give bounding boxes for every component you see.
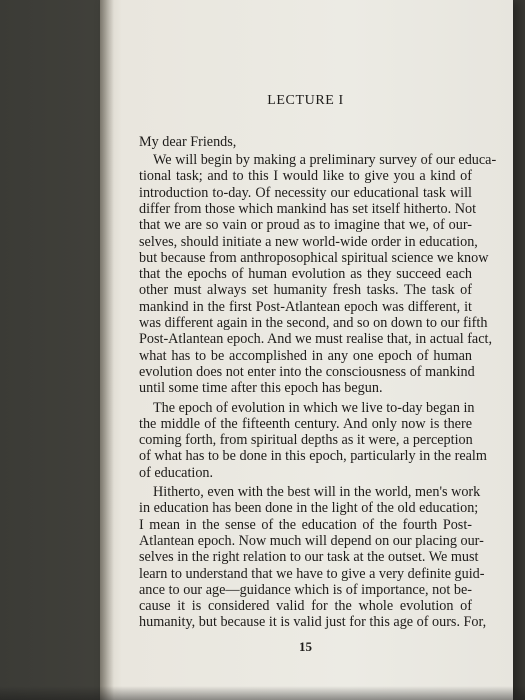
body-line: ance to our age—guidance which is of importance, not be- bbox=[139, 581, 472, 598]
body-line: differ from those which mankind has set itself hitherto. Not bbox=[139, 200, 477, 217]
body-line: The epoch of evolution in which we live to-day began in bbox=[153, 399, 475, 416]
body-line: of education. bbox=[139, 464, 214, 481]
body-line: tional task; and to this I would like to give you a kind of bbox=[139, 168, 472, 185]
body-line: humanity, but because it is valid just for this age of ours. For, bbox=[139, 614, 487, 631]
body-line: the middle of the fifteenth century. And only now is there bbox=[139, 415, 472, 432]
body-line: was different again in the second, and so on down to our fifth bbox=[139, 315, 488, 331]
body-line: that we are so vain or proud as to imagine that we, of our- bbox=[139, 217, 472, 234]
body-line: Post-Atlantean epoch. And we must realise that, in actual fact, bbox=[139, 331, 493, 348]
body-line: of what has to be done in this epoch, particularly in the realm bbox=[139, 448, 487, 465]
body-line: Hitherto, even with the best will in the world, men's work bbox=[153, 484, 481, 500]
body-line: what has to be accomplished in any one epoch of human bbox=[139, 347, 472, 364]
body-line: introduction to-day. Of necessity our educational task will bbox=[139, 184, 472, 201]
body-line: cause it is considered valid for the whole evolution of bbox=[139, 598, 472, 615]
body-line: but because from anthroposophical spiritual science we know bbox=[139, 249, 489, 266]
body-line: in education has been done in the light of the old education; bbox=[139, 500, 479, 517]
body-line: We will begin by making a preliminary survey of our educa- bbox=[153, 152, 497, 168]
body-line: selves, should initiate a new world-wide order in education, bbox=[139, 233, 478, 250]
body-line: Atlantean epoch. Now much will depend on our placing our- bbox=[139, 532, 484, 549]
body-line: evolution does not enter into the consciousness of mankind bbox=[139, 363, 475, 380]
greeting-line: My dear Friends, bbox=[139, 134, 237, 150]
body-line: mankind in the first Post-Atlantean epoch was different, it bbox=[139, 298, 472, 315]
body-line: selves in the right relation to our task at the outset. We must bbox=[139, 549, 479, 566]
body-line: until some time after this epoch has begun. bbox=[139, 380, 383, 397]
body-line: other must always set humanity fresh tasks. The task of bbox=[139, 282, 472, 299]
body-line: I mean in the sense of the education of the fourth Post- bbox=[139, 516, 472, 533]
body-line: learn to understand that we have to give a very definite guid- bbox=[139, 565, 485, 582]
body-line: coming forth, from spiritual depths as it were, a perception bbox=[139, 432, 473, 449]
page-text-block bbox=[139, 0, 497, 700]
body-line: that the epochs of human evolution as they succeed each bbox=[139, 266, 472, 283]
table-edge bbox=[0, 686, 525, 700]
page-number: 15 bbox=[299, 638, 312, 654]
spine-shadow bbox=[100, 0, 114, 700]
lecture-heading: LECTURE I bbox=[267, 93, 344, 108]
